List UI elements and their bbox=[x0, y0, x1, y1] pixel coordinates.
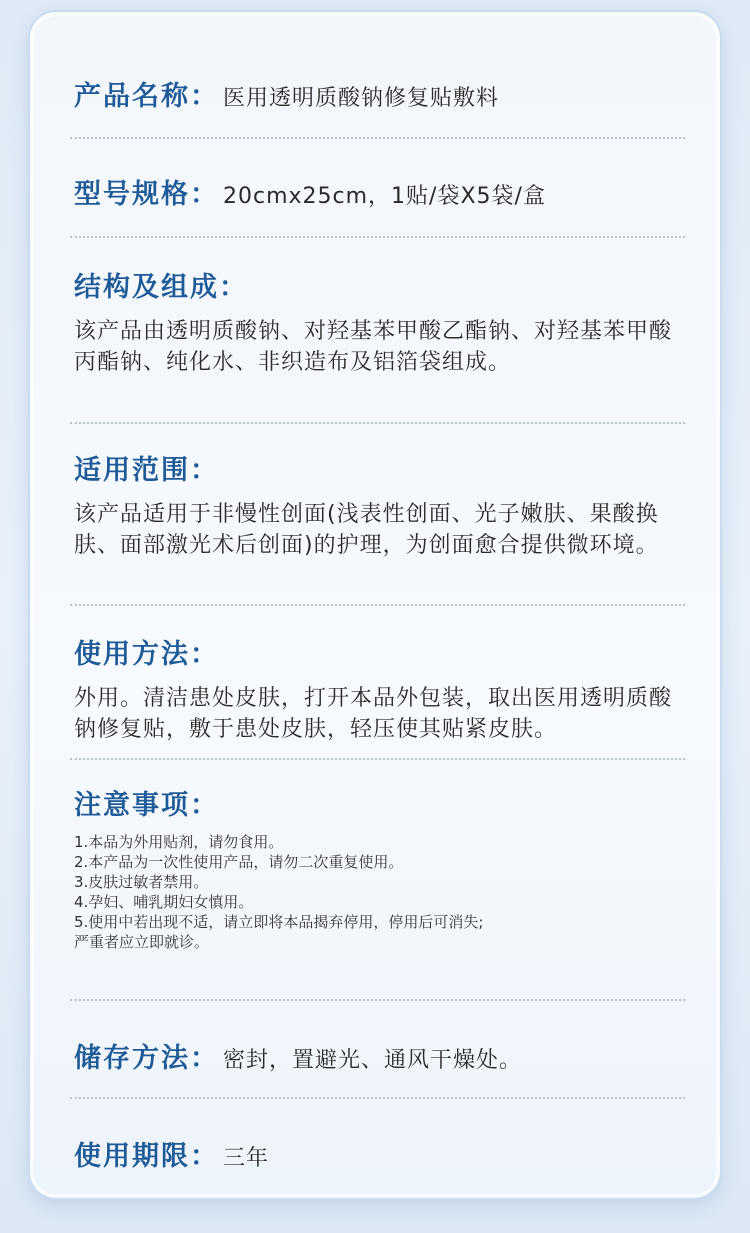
section-notes bbox=[74, 783, 684, 952]
colon: ： bbox=[219, 272, 246, 303]
expiry-label: 使用期限 bbox=[74, 1141, 190, 1172]
divider bbox=[70, 137, 685, 139]
expiry-value: 三年 bbox=[223, 1146, 270, 1171]
divider bbox=[70, 422, 685, 424]
note-item: 4.孕妇、哺乳期妇女慎用。 bbox=[74, 893, 254, 911]
section-expiry bbox=[74, 1134, 684, 1173]
storage-label: 储存方法 bbox=[74, 1043, 190, 1074]
colon: ： bbox=[190, 639, 217, 670]
divider bbox=[70, 999, 685, 1001]
colon: ： bbox=[190, 81, 217, 112]
spec-value: 20cmx25cm，1贴/袋X5袋/盒 bbox=[223, 184, 546, 209]
note-item: 3.皮肤过敏者禁用。 bbox=[74, 873, 209, 891]
product-name-value: 医用透明质酸钠修复贴敷料 bbox=[223, 86, 500, 111]
divider bbox=[70, 758, 685, 760]
product-name-label: 产品名称 bbox=[74, 81, 190, 112]
notes-list bbox=[74, 832, 684, 952]
section-storage bbox=[74, 1036, 684, 1075]
colon: ： bbox=[190, 790, 217, 821]
divider bbox=[70, 1097, 685, 1099]
colon: ： bbox=[190, 1043, 217, 1074]
section-structure bbox=[74, 265, 684, 378]
structure-label: 结构及组成 bbox=[74, 272, 219, 303]
section-product-name bbox=[74, 74, 684, 113]
divider bbox=[70, 604, 685, 606]
spec-label: 型号规格 bbox=[74, 179, 190, 210]
storage-value: 密封，置避光、通风干燥处。 bbox=[223, 1048, 523, 1073]
section-scope bbox=[74, 448, 684, 561]
colon: ： bbox=[190, 455, 217, 486]
divider bbox=[70, 236, 685, 238]
colon: ： bbox=[190, 1141, 217, 1172]
notes-label: 注意事项 bbox=[74, 790, 190, 821]
note-item: 严重者应立即就诊。 bbox=[74, 933, 210, 951]
usage-label: 使用方法 bbox=[74, 639, 190, 670]
section-spec bbox=[74, 172, 684, 211]
section-usage bbox=[74, 632, 684, 745]
structure-text: 该产品由透明质酸钠、对羟基苯甲酸乙酯钠、对羟基苯甲酸丙酯钠、纯化水、非织造布及铝箔袋组成。 bbox=[74, 319, 673, 375]
note-item: 5.使用中若出现不适，请立即将本品揭弃停用，停用后可消失; bbox=[74, 913, 484, 931]
note-item: 1.本品为外用贴剂，请勿食用。 bbox=[74, 833, 284, 851]
scope-text: 该产品适用于非慢性创面(浅表性创面、光子嫩肤、果酸换肤、面部激光术后创面)的护理，为创面愈合提供微环境。 bbox=[74, 502, 659, 558]
note-item: 2.本产品为一次性使用产品，请勿二次重复使用。 bbox=[74, 853, 404, 871]
colon: ： bbox=[190, 179, 217, 210]
scope-label: 适用范围 bbox=[74, 455, 190, 486]
usage-text: 外用。清洁患处皮肤，打开本品外包装，取出医用透明质酸钠修复贴，敷于患处皮肤，轻压使其贴紧皮肤。 bbox=[74, 686, 673, 742]
